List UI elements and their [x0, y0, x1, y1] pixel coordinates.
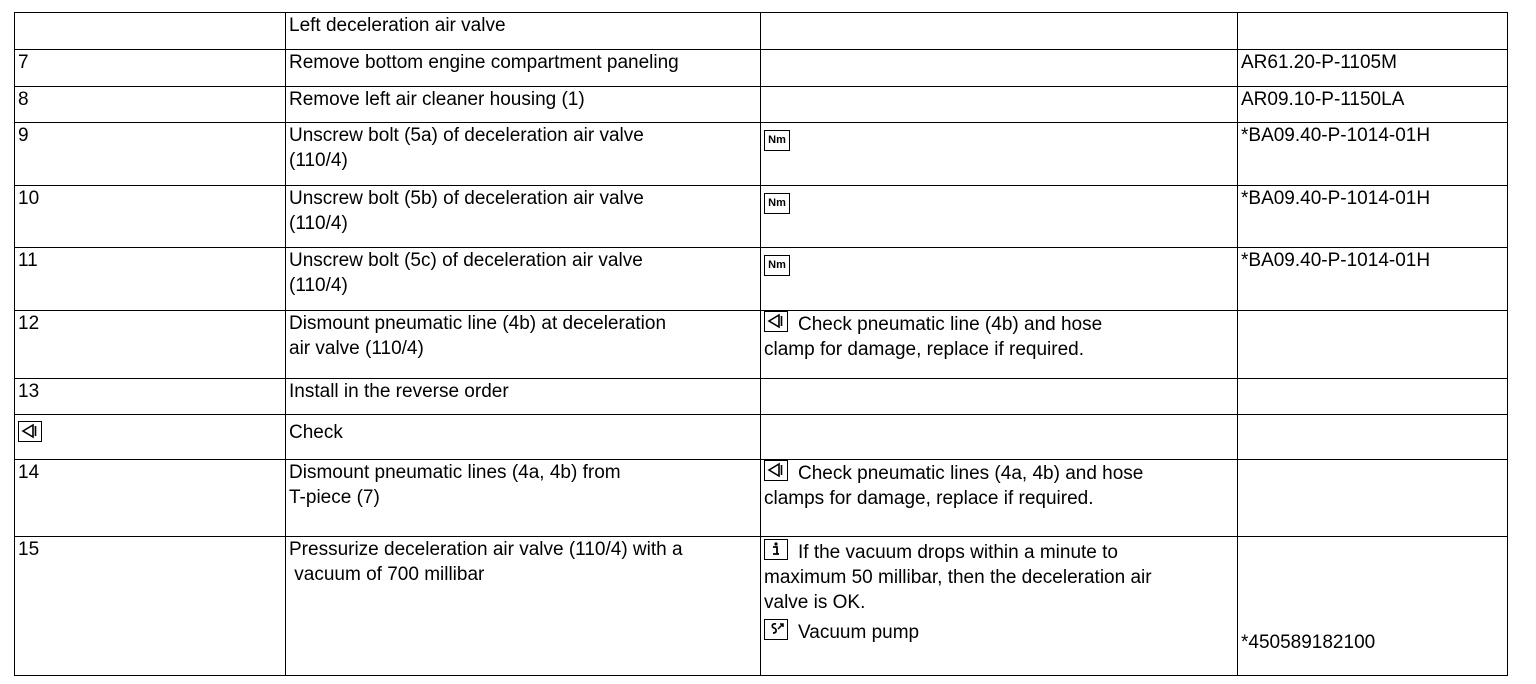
torque-nm-icon[interactable]: Nm [764, 255, 790, 276]
action-cell [286, 537, 761, 676]
reference-link[interactable]: *BA09.40-P-1014-01H [1238, 248, 1508, 311]
action-cell [286, 311, 761, 379]
note-cell [761, 415, 1238, 460]
action-cell [286, 186, 761, 248]
action-text: (110/4) [289, 213, 348, 234]
table-row [15, 13, 1508, 50]
action-text: Unscrew bolt (5c) of deceleration air valve [289, 250, 643, 271]
table-row [15, 50, 1508, 87]
torque-nm-icon[interactable]: Nm [764, 193, 790, 214]
action-text: Remove bottom engine compartment paneling [289, 52, 679, 73]
reference-cell [1238, 415, 1508, 460]
check-note-icon [764, 311, 788, 332]
step-cell: 15 [15, 537, 286, 676]
reference-link[interactable]: *BA09.40-P-1014-01H [1238, 123, 1508, 186]
table-row [15, 123, 1508, 186]
reference-link[interactable]: AR09.10-P-1150LA [1238, 87, 1508, 123]
reference-cell [1238, 311, 1508, 379]
action-text: Check [289, 422, 343, 443]
note-cell [761, 248, 1238, 311]
action-cell [286, 50, 761, 87]
step-cell: 11 [15, 248, 286, 311]
table-row [15, 87, 1508, 123]
action-cell [286, 123, 761, 186]
action-text: vacuum of 700 millibar [289, 564, 485, 585]
table-row [15, 186, 1508, 248]
step-cell: 10 [15, 186, 286, 248]
action-text: Unscrew bolt (5a) of deceleration air valve [289, 125, 644, 146]
table-row [15, 379, 1508, 415]
step-cell: 7 [15, 50, 286, 87]
reference-cell [1238, 460, 1508, 537]
action-cell [286, 248, 761, 311]
step-cell: 8 [15, 87, 286, 123]
note-cell [761, 460, 1238, 537]
note-cell [761, 50, 1238, 87]
reference-cell [1238, 13, 1508, 50]
note-cell [761, 379, 1238, 415]
note-text: clamps for damage, replace if required. [764, 488, 1094, 509]
reference-link[interactable]: *BA09.40-P-1014-01H [1238, 186, 1508, 248]
note-text: Check pneumatic lines (4a, 4b) and hose [798, 463, 1144, 484]
action-text: Dismount pneumatic lines (4a, 4b) from [289, 462, 621, 483]
action-cell [286, 87, 761, 123]
reference-cell [1238, 379, 1508, 415]
step-cell: 12 [15, 311, 286, 379]
step-cell: 9 [15, 123, 286, 186]
step-cell: 14 [15, 460, 286, 537]
action-text: T-piece (7) [289, 487, 380, 508]
note-text: Check pneumatic line (4b) and hose [798, 314, 1103, 335]
table-row [15, 415, 1508, 460]
action-cell [286, 460, 761, 537]
info-icon [764, 539, 788, 560]
action-text: Unscrew bolt (5b) of deceleration air valve [289, 188, 644, 209]
table-row [15, 248, 1508, 311]
table-row [15, 460, 1508, 537]
reference-link[interactable]: AR61.20-P-1105M [1238, 50, 1508, 87]
tool-part-number-link[interactable]: *450589182100 [1241, 632, 1376, 653]
action-text: Remove left air cleaner housing (1) [289, 89, 585, 110]
note-cell [761, 123, 1238, 186]
action-text: Pressurize deceleration air valve (110/4) with a [289, 539, 683, 560]
action-text: (110/4) [289, 150, 348, 171]
reference-cell [1238, 537, 1508, 676]
note-cell [761, 311, 1238, 379]
note-cell [761, 186, 1238, 248]
action-cell [286, 415, 761, 460]
action-text: Install in the reverse order [289, 381, 509, 402]
action-text: (110/4) [289, 275, 348, 296]
special-tool-icon[interactable] [764, 619, 788, 640]
check-note-icon [18, 421, 42, 442]
step-cell [15, 415, 286, 460]
action-cell [286, 379, 761, 415]
note-text: valve is OK. [764, 592, 866, 613]
procedure-table [14, 12, 1508, 676]
note-text: maximum 50 millibar, then the deceleration air [764, 567, 1152, 588]
table-row [15, 537, 1508, 676]
note-cell [761, 87, 1238, 123]
note-cell [761, 13, 1238, 50]
torque-nm-icon[interactable]: Nm [764, 130, 790, 151]
action-text: Left deceleration air valve [289, 15, 506, 36]
step-cell: 13 [15, 379, 286, 415]
note-cell [761, 537, 1238, 676]
action-cell [286, 13, 761, 50]
action-text: Dismount pneumatic line (4b) at deceleration [289, 313, 667, 334]
check-note-icon [764, 460, 788, 481]
note-text: clamp for damage, replace if required. [764, 339, 1084, 360]
table-row [15, 311, 1508, 379]
tool-name: Vacuum pump [798, 622, 920, 643]
note-text: If the vacuum drops within a minute to [798, 542, 1118, 563]
step-cell [15, 13, 286, 50]
action-text: air valve (110/4) [289, 338, 424, 359]
